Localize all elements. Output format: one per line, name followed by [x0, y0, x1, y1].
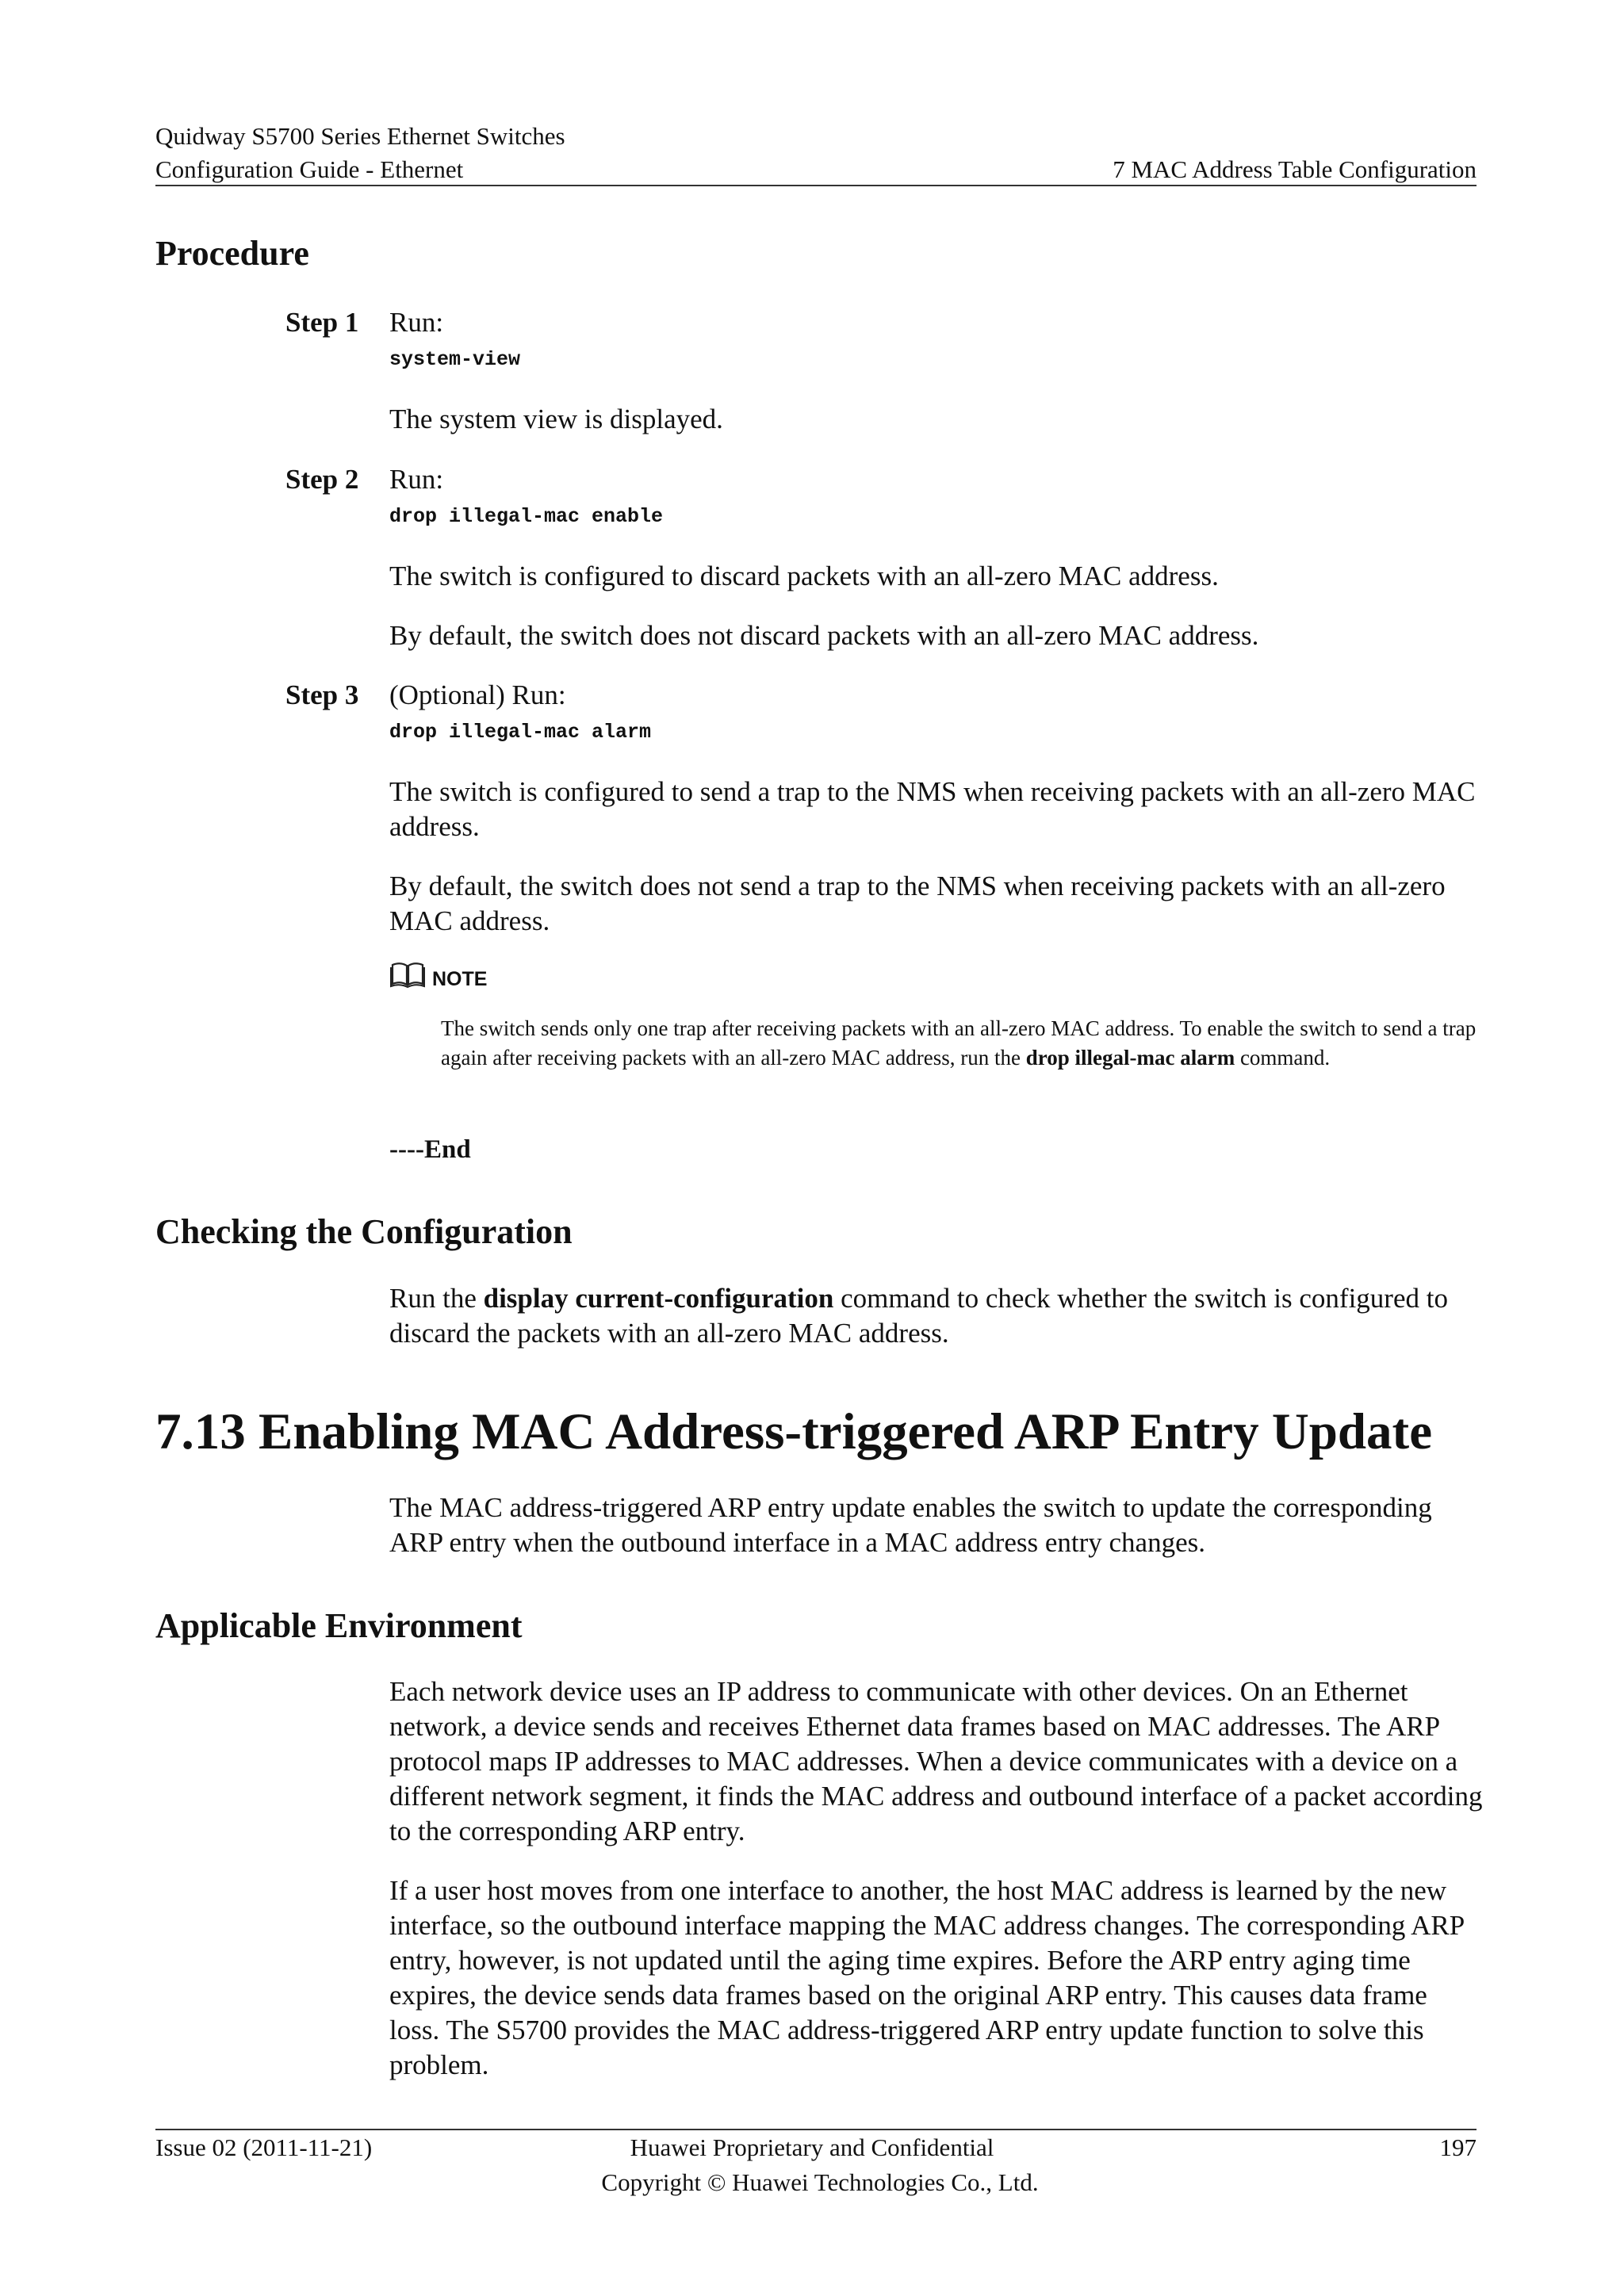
note-label: NOTE [432, 968, 488, 990]
end-marker: ----End [389, 1135, 471, 1164]
footer-page-number: 197 [1439, 2133, 1477, 2161]
step-3-run: (Optional) Run: [389, 679, 566, 710]
section-title: 7.13 Enabling MAC Address-triggered ARP Entry Update [155, 1403, 1433, 1460]
step-1-command: system-view [389, 348, 521, 371]
step-3-paragraph-2: By default, the switch does not send a trap to the NMS when receiving packets with an all-zero MAC address. [389, 871, 1446, 936]
note-command: drop illegal-mac alarm [1025, 1046, 1235, 1070]
procedure-heading: Procedure [155, 234, 309, 273]
note-text [441, 1014, 1480, 1073]
checking-heading: Checking the Configuration [155, 1212, 573, 1251]
checking-paragraph [389, 1281, 1484, 1351]
step-2-command: drop illegal-mac enable [389, 505, 664, 528]
checking-command: display current-configuration [483, 1283, 834, 1314]
step-2-run: Run: [389, 464, 444, 495]
step-3-paragraph-1: The switch is configured to send a trap to the NMS when receiving packets with an all-zero MAC address. [389, 776, 1476, 842]
header-rule [155, 185, 1477, 186]
note-text-after: command. [1235, 1046, 1331, 1070]
step-2-paragraph-1: The switch is configured to discard packets with an all-zero MAC address. [389, 561, 1219, 591]
book-icon [389, 960, 426, 989]
note-text-before: The switch sends only one trap after receiving packets with an all-zero MAC address. To enable the switch to send a trap again after receiving packets with an all-zero MAC address, run the [441, 1016, 1477, 1070]
step-1-run: Run: [389, 307, 444, 338]
footer-copyright: Copyright © Huawei Technologies Co., Ltd. [601, 2168, 1039, 2196]
applicable-heading: Applicable Environment [155, 1606, 523, 1645]
step-2-label: Step 2 [285, 464, 359, 495]
header-chapter: 7 MAC Address Table Configuration [1113, 155, 1477, 183]
checking-text-before: Run the [389, 1283, 484, 1314]
footer-confidential: Huawei Proprietary and Confidential [630, 2133, 994, 2161]
header-product: Quidway S5700 Series Ethernet Switches [155, 122, 565, 150]
step-3-label: Step 3 [285, 679, 359, 710]
applicable-paragraph-2: If a user host moves from one interface to another, the host MAC address is learned by the new interface, so the outbound interface mapping the MAC address changes. The corresponding ARP entry, however, is not updated until the aging time expires. Before the ARP entry aging time expires, the device sends data frames based on the original ARP entry. This causes data frame loss. The S5700 provides the MAC address-triggered ARP entry update function to solve this problem. [389, 1875, 1464, 2080]
footer-rule [155, 2129, 1477, 2130]
checking-text-after: command to check whether the switch is configured to discard the packets with an all-zero MAC address. [389, 1283, 1448, 1349]
step-2-paragraph-2: By default, the switch does not discard packets with an all-zero MAC address. [389, 620, 1259, 651]
step-1-paragraph: The system view is displayed. [389, 404, 723, 434]
footer-issue: Issue 02 (2011-11-21) [155, 2133, 373, 2161]
applicable-paragraph-1: Each network device uses an IP address to communicate with other devices. On an Ethernet network, a device sends and receives Ethernet data frames based on MAC addresses. The ARP protocol maps IP addresses to MAC addresses. When a device communicates with a device on a different network segment, it finds the MAC address and outbound interface of a packet according to the corresponding ARP entry. [389, 1676, 1483, 1846]
step-3-command: drop illegal-mac alarm [389, 721, 652, 744]
header-guide: Configuration Guide - Ethernet [155, 155, 464, 183]
step-1-label: Step 1 [285, 307, 359, 338]
section-intro: The MAC address-triggered ARP entry update enables the switch to update the corresponding ARP entry when the outbound interface in a MAC address entry changes. [389, 1492, 1432, 1558]
